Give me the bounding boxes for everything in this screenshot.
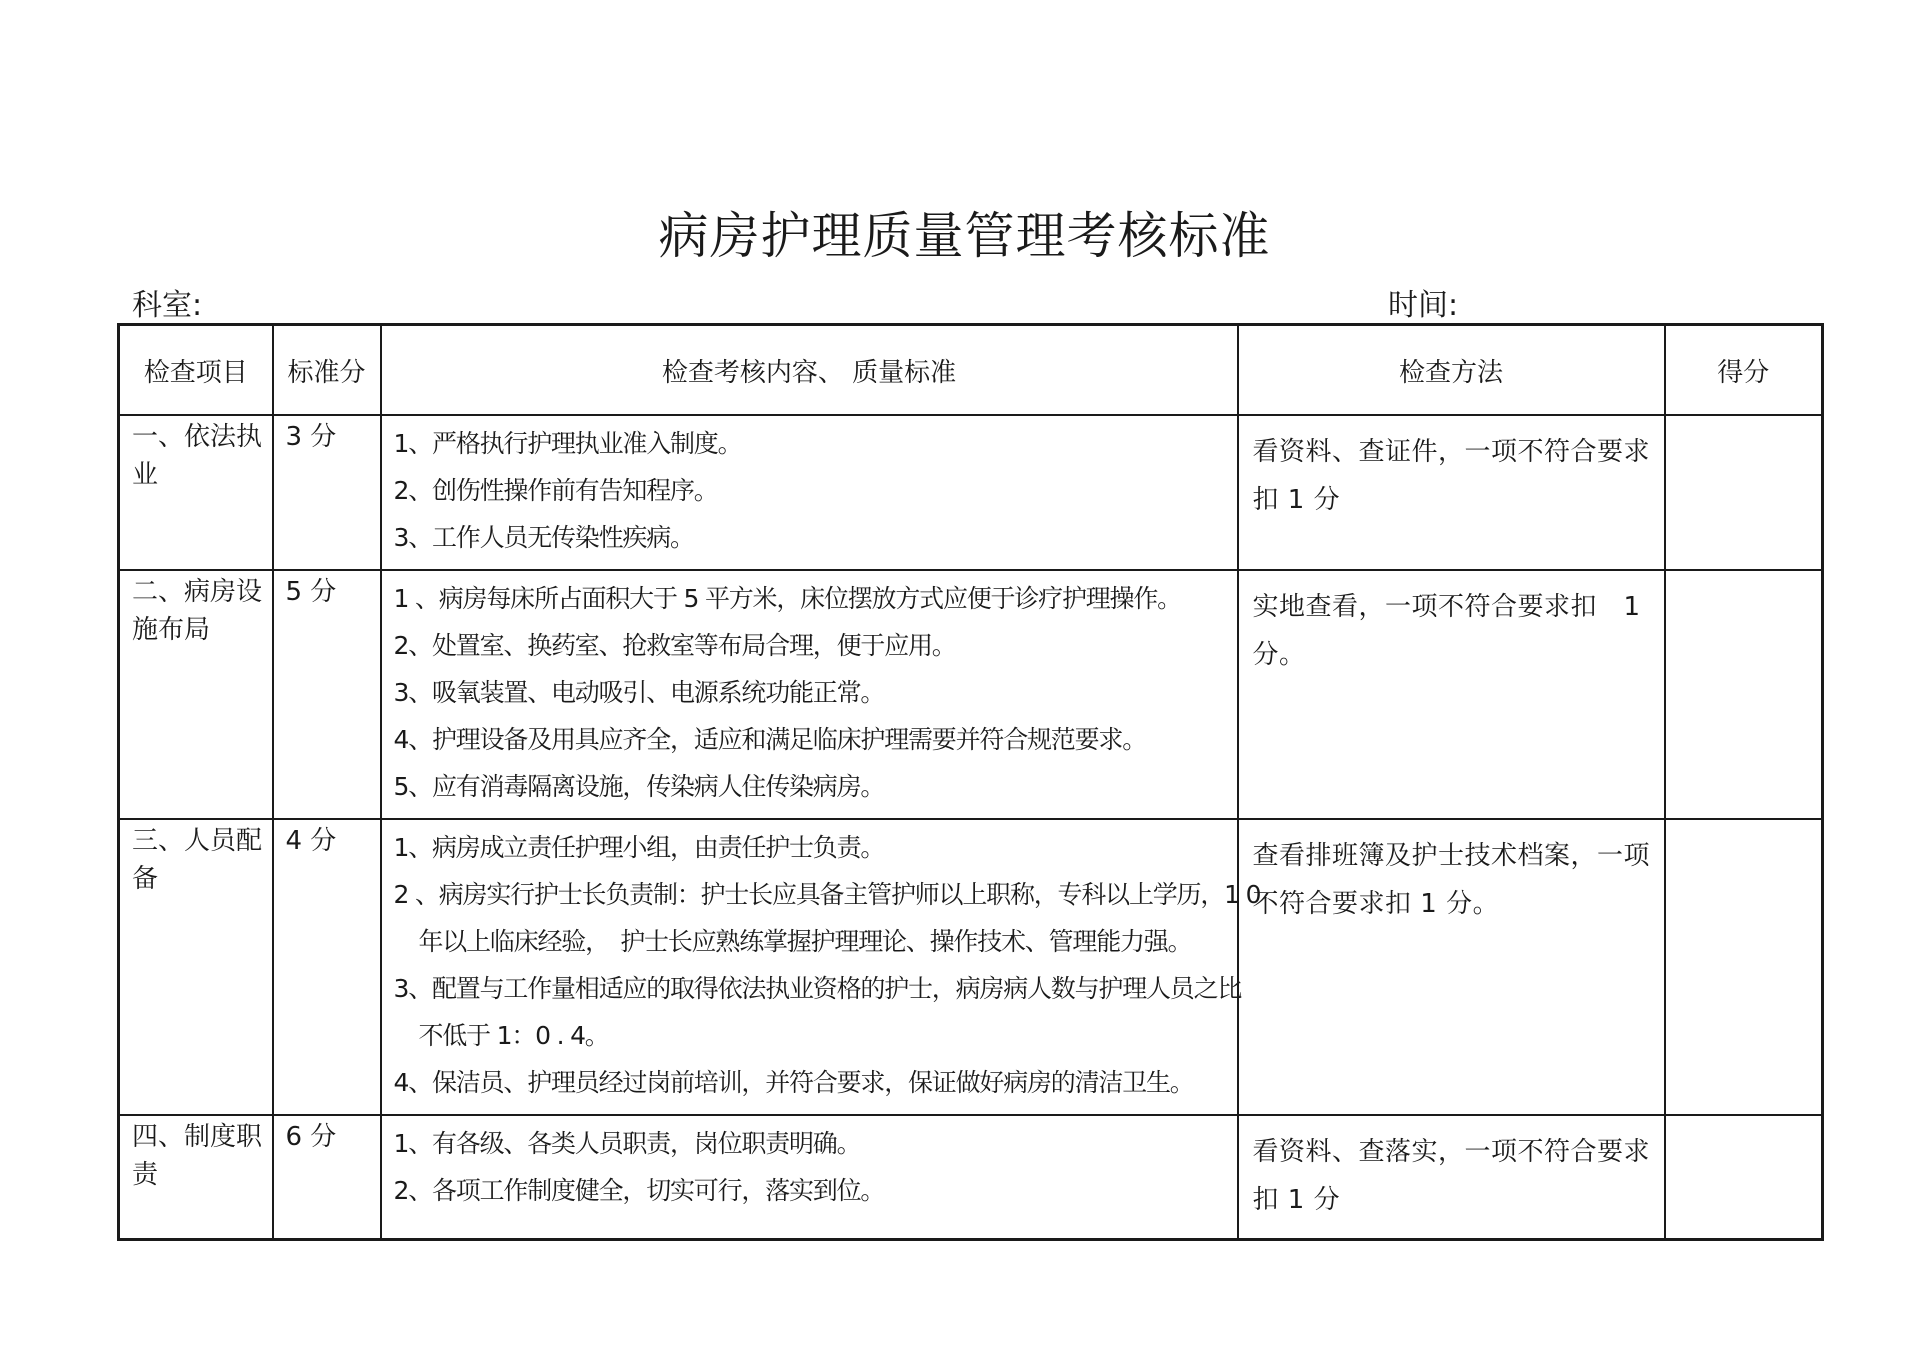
content-line: 4、保洁员、护理员经过岗前培训，并符合要求，保证做好病房的清洁卫生。: [393, 1068, 1194, 1097]
item-cell: [119, 415, 273, 570]
score-cell: [273, 415, 381, 570]
content-line: 2、处置室、换药室、抢救室等布局合理，便于应用。: [393, 631, 956, 660]
header-method: 检查方法: [1238, 325, 1665, 416]
content-line: 1、严格执行护理执业准入制度。: [393, 429, 742, 458]
header-content: 检查考核内容、 质量标准: [381, 325, 1238, 416]
method-text: 实地查看，一项不符合要求扣 1 分。: [1252, 592, 1641, 670]
score-value: 5 分: [285, 577, 337, 607]
content-line: 3、工作人员无传染性疾病。: [393, 523, 694, 552]
method-cell: [1238, 415, 1665, 570]
content-line: 3、配置与工作量相适应的取得依法执业资格的护士，病房病人数与护理人员之比: [393, 974, 1242, 1003]
table-row: [119, 570, 1823, 819]
method-cell: [1238, 570, 1665, 819]
content-cell: [381, 1115, 1238, 1239]
item-cell: [119, 1115, 273, 1239]
score-cell: [273, 570, 381, 819]
method-text: 看资料、查证件，一项不符合要求扣 1 分: [1252, 437, 1651, 515]
page-title: 病房护理质量管理考核标准: [658, 207, 1271, 265]
table-row: [119, 415, 1823, 570]
score-cell: [273, 1115, 381, 1239]
points-cell[interactable]: [1665, 819, 1823, 1115]
content-line: 2、创伤性操作前有告知程序。: [393, 476, 718, 505]
time-label: 时间:: [1388, 288, 1459, 323]
item-label: 二、病房设施布局: [132, 577, 263, 645]
score-value: 3 分: [285, 422, 337, 452]
method-cell: [1238, 1115, 1665, 1239]
header-points: 得分: [1665, 325, 1823, 416]
score-value: 4 分: [285, 826, 337, 856]
header-item: 检查项目: [119, 325, 273, 416]
content-line: 4、护理设备及用具应齐全，适应和满足临床护理需要并符合规范要求。: [393, 725, 1147, 754]
content-line: 1、病房成立责任护理小组，由责任护士负责。: [393, 833, 885, 862]
method-text: 看资料、查落实，一项不符合要求扣 1 分: [1252, 1137, 1651, 1215]
header-score: 标准分: [273, 325, 381, 416]
score-cell: [273, 819, 381, 1115]
content-line: 年以上临床经验， 护士长应熟练掌握护理理论、操作技术、管理能力强。: [418, 927, 1192, 956]
content-line: 1 、病房每床所占面积大于 5 平方米，床位摆放方式应便于诊疗护理操作。: [393, 584, 1181, 613]
item-label: 四、制度职责: [132, 1122, 263, 1190]
item-label: 三、人员配备: [132, 826, 263, 894]
points-cell[interactable]: [1665, 1115, 1823, 1239]
content-line: 2、各项工作制度健全，切实可行，落实到位。: [393, 1176, 885, 1205]
content-cell: [381, 819, 1261, 1115]
method-text: 查看排班簿及护士技术档案，一项不符合要求扣 1 分。: [1252, 841, 1651, 919]
content-line: 不低于 1：0 . 4。: [418, 1021, 609, 1050]
table-header-row: [119, 325, 1823, 416]
item-label: 一、依法执业: [132, 422, 263, 490]
content-line: 3、吸氧装置、电动吸引、电源系统功能正常。: [393, 678, 885, 707]
score-value: 6 分: [285, 1122, 337, 1152]
content-line: 5、应有消毒隔离设施，传染病人住传染病房。: [393, 772, 885, 801]
assessment-table: [117, 323, 1824, 1241]
points-cell[interactable]: [1665, 415, 1823, 570]
content-line: 1、有各级、各类人员职责，岗位职责明确。: [393, 1129, 861, 1158]
method-cell: [1238, 819, 1665, 1115]
content-cell: [381, 570, 1238, 819]
points-cell[interactable]: [1665, 570, 1823, 819]
item-cell: [119, 570, 273, 819]
content-line: 2 、病房实行护士长负责制：护士长应具备主管护师以上职称，专科以上学历，1 0: [393, 880, 1261, 909]
table-row: [119, 819, 1823, 1115]
department-label: 科室:: [132, 288, 203, 323]
table-row: [119, 1115, 1823, 1239]
content-cell: [381, 415, 1238, 570]
item-cell: [119, 819, 273, 1115]
